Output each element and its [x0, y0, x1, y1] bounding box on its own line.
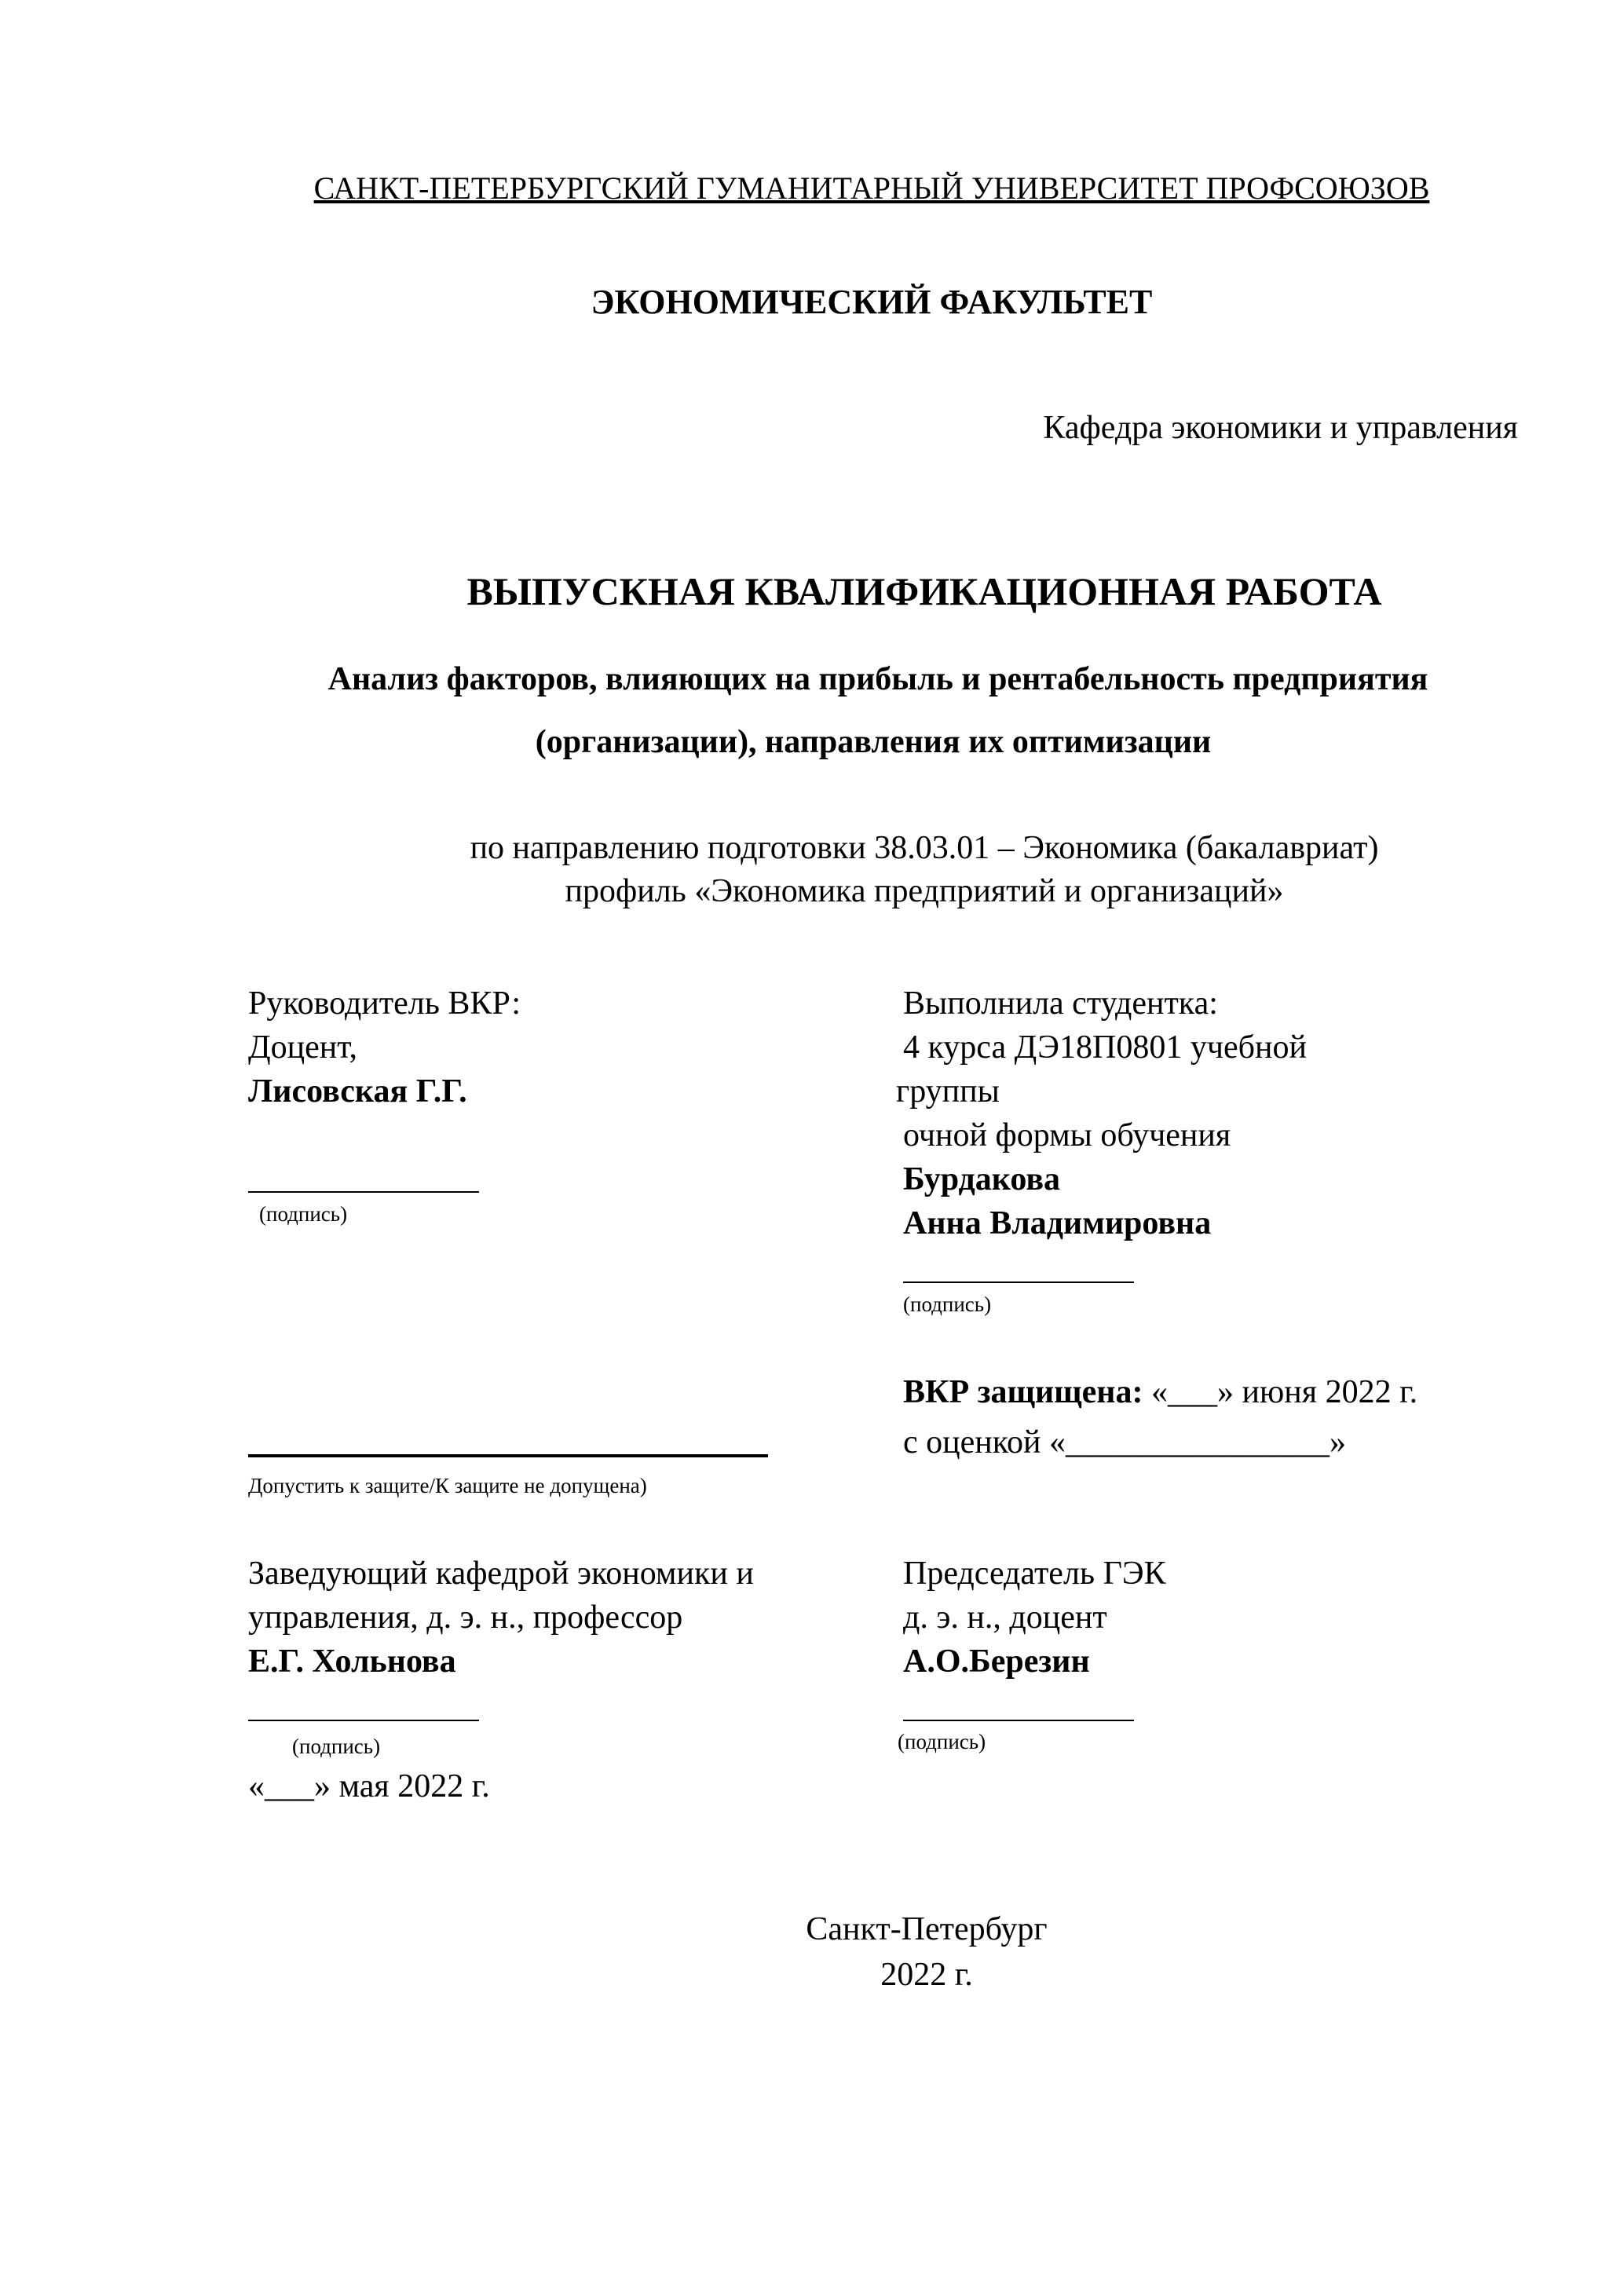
head-signature-line: [248, 1720, 479, 1721]
university-name: САНКТ-ПЕТЕРБУРГСКИЙ ГУМАНИТАРНЫЙ УНИВЕРСИТЕТ ПРОФСОЮЗОВ: [313, 170, 1430, 206]
department-name: Кафедра экономики и управления: [1043, 410, 1518, 446]
chairman-name: А.О.Березин: [903, 1643, 1090, 1680]
defense-grade: с оценкой «________________»: [903, 1424, 1346, 1461]
supervisor-signature-caption: (подпись): [259, 1202, 348, 1226]
year: 2022 г.: [880, 1957, 973, 1993]
admission-line: [248, 1454, 768, 1457]
head-name: Е.Г. Хольнова: [248, 1643, 456, 1680]
supervisor-position: Доцент,: [248, 1029, 357, 1066]
head-title-line-1: Заведующий кафедрой экономики и: [248, 1556, 754, 1592]
supervisor-signature-line: [248, 1191, 479, 1193]
head-date: «___» мая 2022 г.: [248, 1768, 490, 1804]
student-form: очной формы обучения: [903, 1117, 1231, 1153]
head-title-line-2: управления, д. э. н., профессор: [248, 1600, 683, 1636]
chairman-signature-caption: (подпись): [898, 1730, 986, 1753]
profile: профиль «Экономика предприятий и организаций»: [565, 873, 1284, 909]
topic-line-2: (организации), направления их оптимизации: [535, 724, 1212, 760]
head-signature-caption: (подпись): [292, 1735, 381, 1758]
faculty-name: ЭКОНОМИЧЕСКИЙ ФАКУЛЬТЕТ: [591, 283, 1153, 321]
supervisor-label: Руководитель ВКР:: [248, 985, 521, 1022]
chairman-title-line-2: д. э. н., доцент: [903, 1600, 1107, 1636]
city: Санкт-Петербург: [806, 1911, 1048, 1947]
chairman-signature-line: [903, 1720, 1134, 1721]
work-type-title: ВЫПУСКНАЯ КВАЛИФИКАЦИОННАЯ РАБОТА: [466, 569, 1382, 613]
direction: по направлению подготовки 38.03.01 – Экономика (бакалавриат): [470, 830, 1379, 866]
student-surname: Бурдакова: [903, 1161, 1061, 1197]
student-course: 4 курса ДЭ18П0801 учебной: [903, 1029, 1307, 1066]
student-label: Выполнила студентка:: [903, 985, 1218, 1022]
student-signature-line: [903, 1281, 1134, 1283]
student-group: группы: [896, 1073, 1000, 1110]
topic-line-1: Анализ факторов, влияющих на прибыль и рентабельность предприятия: [327, 661, 1428, 697]
student-name: Анна Владимировна: [903, 1205, 1212, 1241]
defense-date: «___» июня 2022 г.: [1143, 1374, 1418, 1410]
chairman-title-line-1: Председатель ГЭК: [903, 1556, 1166, 1592]
supervisor-name: Лисовская Г.Г.: [248, 1073, 467, 1110]
defense-line: [903, 1373, 1417, 1412]
admission-caption: Допустить к защите/К защите не допущена): [248, 1474, 647, 1497]
defense-label: ВКР защищена:: [903, 1374, 1143, 1410]
student-signature-caption: (подпись): [903, 1292, 992, 1316]
